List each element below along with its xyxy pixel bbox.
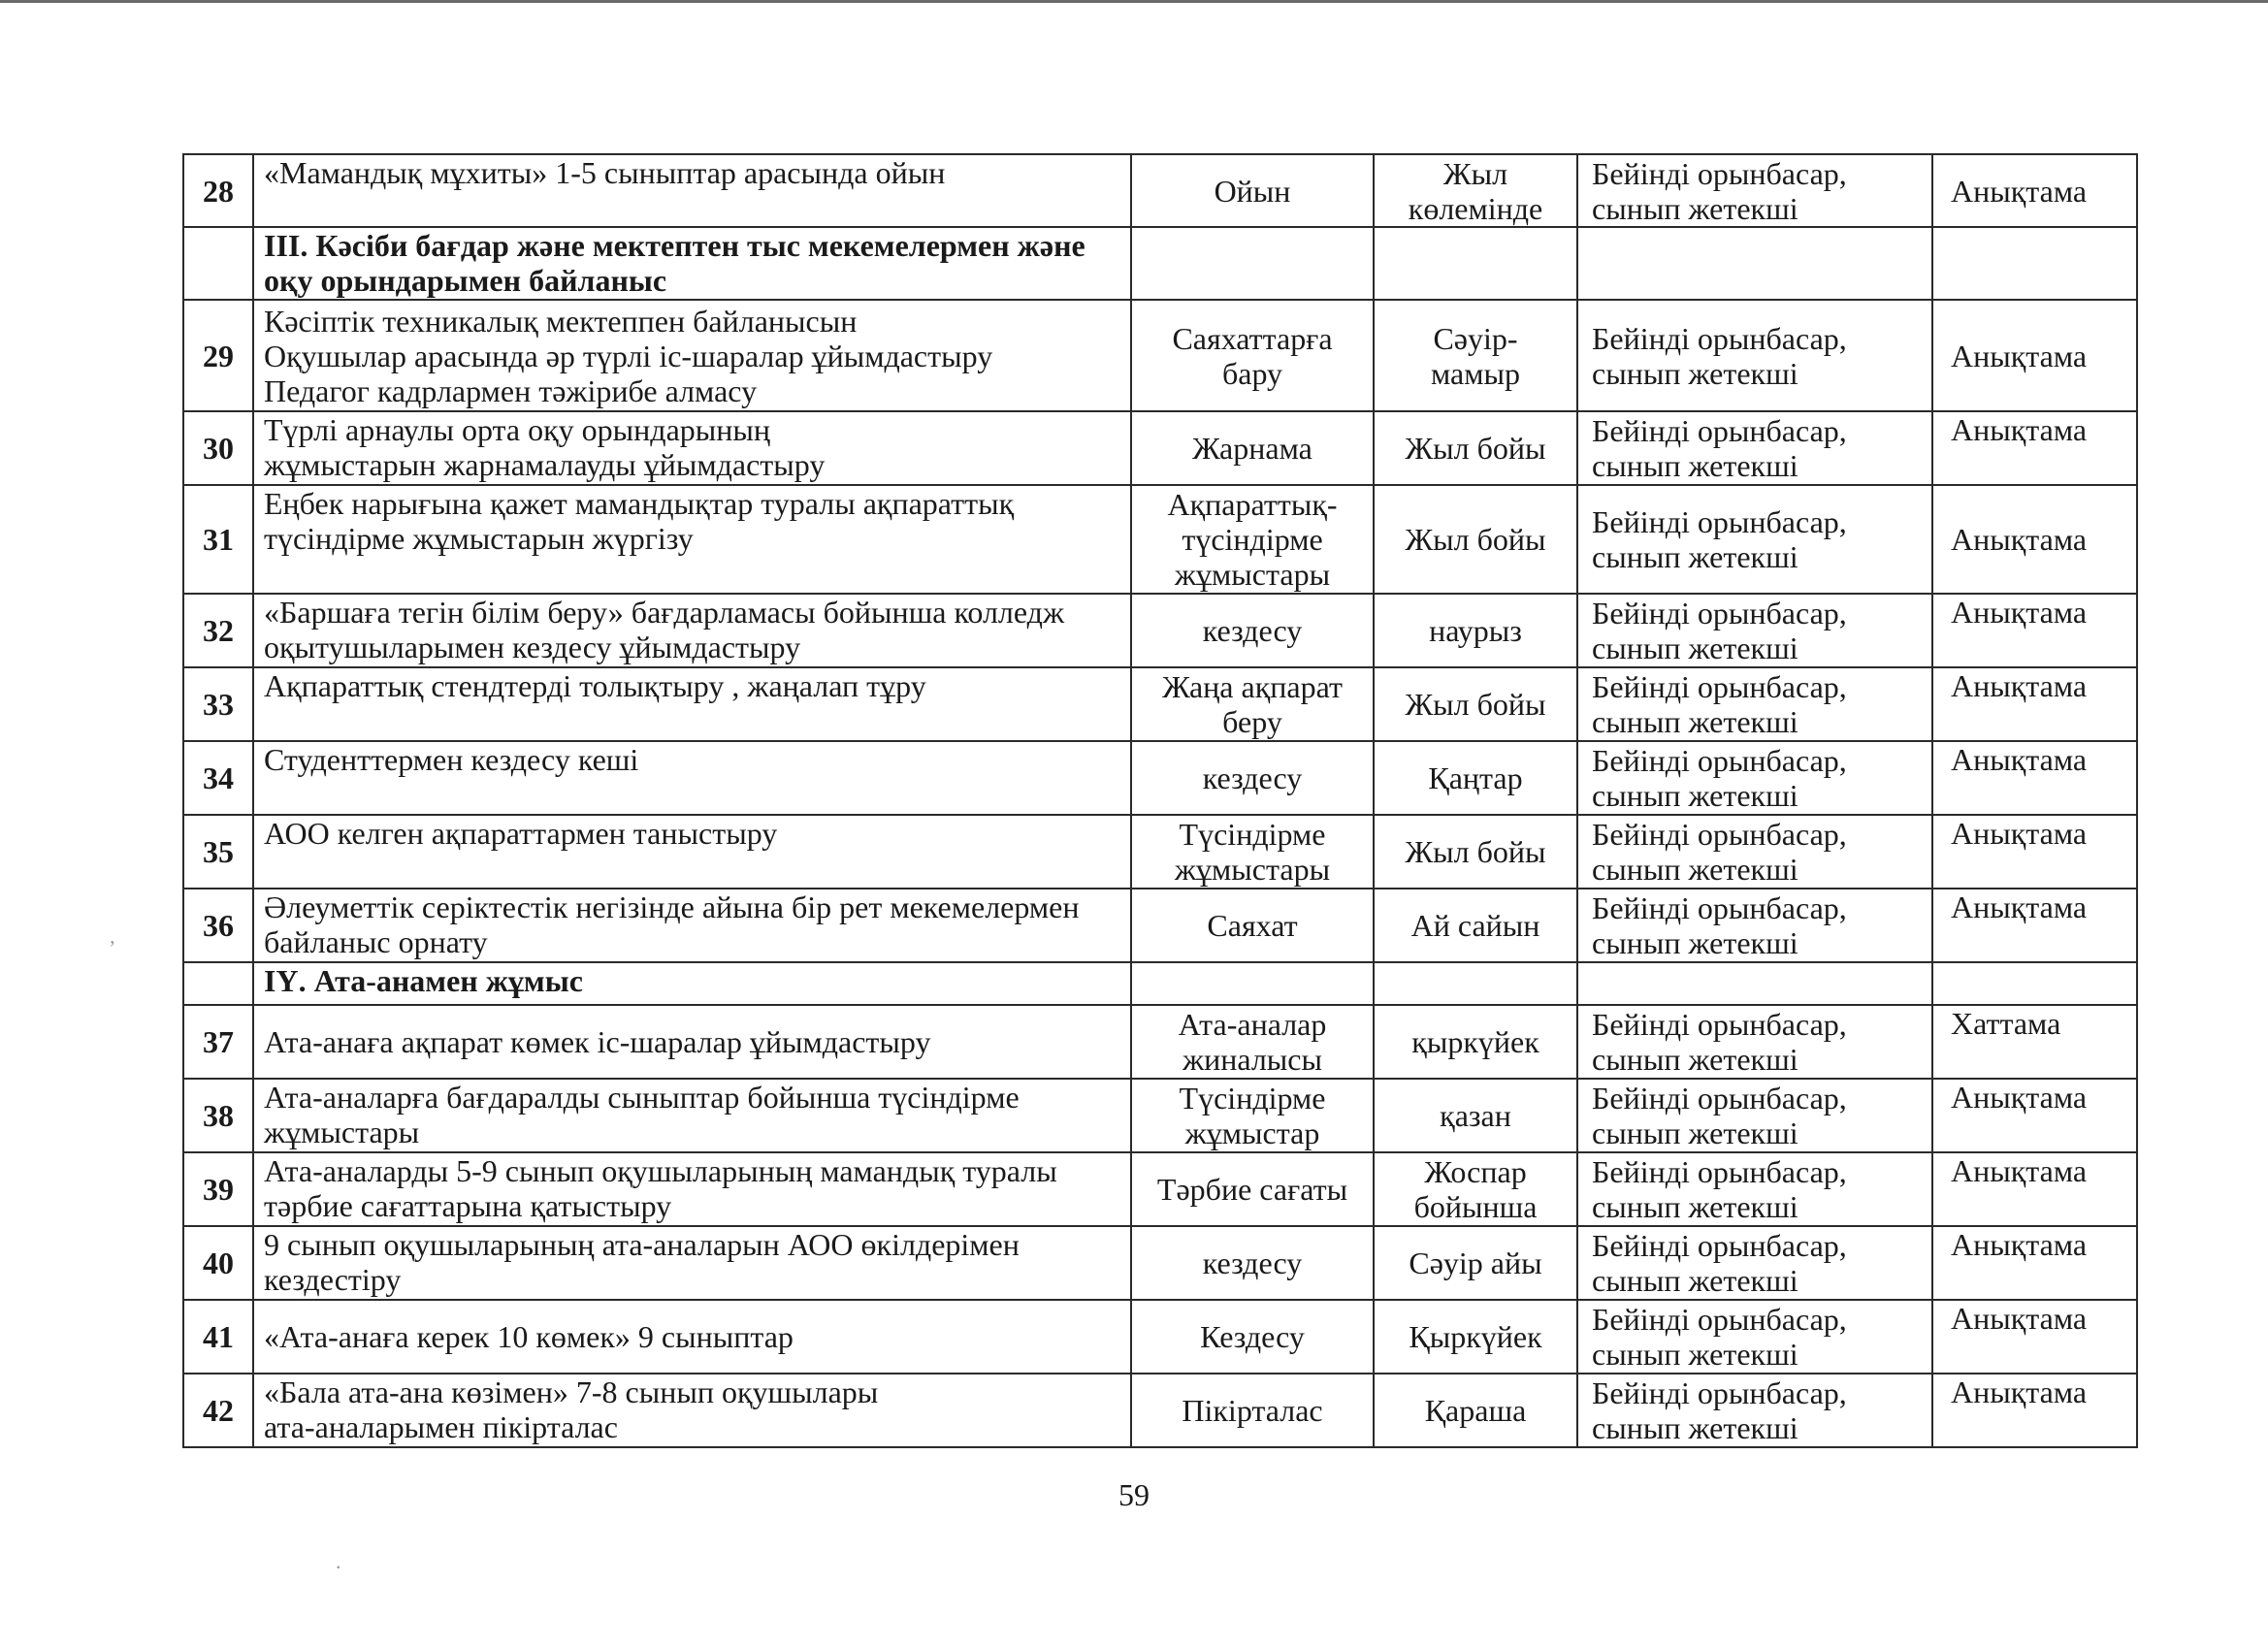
responsible-line: Бейінді орынбасар,	[1592, 596, 1847, 630]
activity-form	[1131, 300, 1374, 411]
table-row	[183, 300, 2137, 411]
report-document: Анықтама	[1932, 1226, 2137, 1300]
activity-plan-table	[182, 153, 2138, 1448]
report-document: Анықтама	[1932, 741, 2137, 815]
activity-form	[1131, 1374, 1374, 1447]
activity-form-line: Ойын	[1214, 173, 1291, 209]
activity-title-line: 9 сынып оқушыларының ата-аналарын АОО өкілдерімен	[264, 1227, 1020, 1262]
activity-title-line: тәрбие сағаттарына қатыстыру	[264, 1188, 672, 1223]
report-document: Анықтама	[1932, 485, 2137, 594]
responsible	[1577, 1374, 1932, 1447]
activity-title-line: кездестіру	[264, 1262, 402, 1297]
table-row	[183, 1152, 2137, 1226]
responsible	[1577, 485, 1932, 594]
activity-time-line: мамыр	[1431, 355, 1520, 391]
row-number: 40	[183, 1226, 253, 1300]
row-number: 35	[183, 815, 253, 889]
activity-time	[1374, 1226, 1577, 1300]
activity-form-line: кездесу	[1202, 1245, 1303, 1280]
responsible-line: Бейінді орынбасар,	[1592, 155, 1847, 191]
report-document: Анықтама	[1932, 594, 2137, 667]
responsible-line: Бейінді орынбасар,	[1592, 1302, 1847, 1337]
row-number	[183, 227, 253, 300]
table-row	[183, 1005, 2137, 1079]
report-document: Анықтама	[1932, 815, 2137, 889]
scan-speck: .	[336, 1549, 341, 1573]
row-number	[183, 962, 253, 1005]
activity-form	[1131, 889, 1374, 962]
activity-form-line: жұмыстар	[1184, 1116, 1320, 1150]
row-number: 38	[183, 1079, 253, 1152]
row-number: 30	[183, 411, 253, 485]
section-header-row	[183, 227, 2137, 300]
table-row	[183, 411, 2137, 485]
activity-time	[1374, 667, 1577, 741]
activity-title	[253, 1226, 1131, 1300]
activity-title	[253, 741, 1131, 815]
row-number: 28	[183, 154, 253, 227]
activity-time-line: Сәуір айы	[1409, 1245, 1542, 1280]
table-row	[183, 815, 2137, 889]
responsible-line: сынып жетекші	[1592, 1189, 1798, 1224]
activity-title-line: «Бала ата-ана көзімен» 7-8 сынып оқушылары	[264, 1374, 879, 1409]
responsible-line: сынып жетекші	[1592, 1410, 1798, 1445]
page-number: 59	[1118, 1477, 1150, 1512]
activity-time	[1374, 1300, 1577, 1374]
responsible-line: сынып жетекші	[1592, 1042, 1798, 1077]
activity-time-line: Жоспар	[1424, 1154, 1527, 1189]
table-row	[183, 1300, 2137, 1374]
responsible-line: Бейінді орынбасар,	[1592, 320, 1847, 356]
activity-form-line: Саяхат	[1207, 908, 1298, 943]
responsible-line: сынып жетекші	[1592, 925, 1798, 960]
empty-cell	[1932, 227, 2137, 300]
activity-form	[1131, 1005, 1374, 1079]
activity-form-line: Ата-аналар	[1178, 1007, 1327, 1042]
activity-title	[253, 154, 1131, 227]
activity-time-line: Жыл бойы	[1405, 522, 1546, 557]
activity-time	[1374, 1152, 1577, 1226]
activity-form	[1131, 1300, 1374, 1374]
responsible	[1577, 815, 1932, 889]
activity-form-line: бару	[1221, 355, 1283, 391]
activity-title-line: Ата-анаға ақпарат көмек іс-шаралар ұйымдастыру	[264, 1024, 931, 1059]
activity-form	[1131, 154, 1374, 227]
table-row	[183, 594, 2137, 667]
activity-time	[1374, 300, 1577, 411]
activity-form-line: беру	[1222, 704, 1282, 739]
responsible-line: сынып жетекші	[1592, 190, 1798, 226]
activity-form	[1131, 1226, 1374, 1300]
responsible-line: сынып жетекші	[1592, 1263, 1798, 1298]
activity-title-line: АОО келген ақпараттармен таныстыру	[264, 816, 778, 851]
row-number: 36	[183, 889, 253, 962]
activity-form	[1131, 1152, 1374, 1226]
activity-title-line: Еңбек нарығына қажет мамандықтар туралы ақпараттық	[264, 486, 1015, 521]
activity-form-line: Түсіндірме	[1179, 1081, 1326, 1116]
responsible	[1577, 667, 1932, 741]
responsible-line: Бейінді орынбасар,	[1592, 1081, 1847, 1116]
activity-title	[253, 1374, 1131, 1447]
scan-speck: ʼ	[109, 936, 116, 960]
activity-form-line: Саяхаттарға	[1172, 320, 1333, 356]
report-document: Анықтама	[1932, 667, 2137, 741]
activity-form-line: Түсіндірме	[1179, 817, 1326, 852]
activity-title-line: Түрлі арнаулы орта оқу орындарының	[264, 412, 771, 447]
table-row	[183, 667, 2137, 741]
responsible	[1577, 741, 1932, 815]
activity-form-line: жиналысы	[1182, 1042, 1322, 1077]
report-document: Анықтама	[1932, 1079, 2137, 1152]
section-title	[253, 227, 1131, 300]
activity-form-line: кездесу	[1202, 613, 1303, 648]
responsible-line: сынып жетекші	[1592, 852, 1798, 887]
responsible-line: Бейінді орынбасар,	[1592, 1375, 1847, 1410]
responsible-line: Бейінді орынбасар,	[1592, 669, 1847, 704]
activity-time-line: көлемінде	[1408, 190, 1543, 226]
activity-form-line: түсіндірме	[1182, 522, 1323, 557]
activity-time-line: Сәуір-	[1433, 320, 1518, 356]
activity-title-line: Ата-аналарға бағдаралды сыныптар бойынша түсіндірме	[264, 1080, 1020, 1115]
activity-title-line: Ата-аналарды 5-9 сынып оқушыларының мамандық туралы	[264, 1153, 1057, 1188]
activity-time	[1374, 889, 1577, 962]
responsible	[1577, 1226, 1932, 1300]
activity-time-line: қазан	[1440, 1098, 1511, 1133]
responsible-line: Бейінді орынбасар,	[1592, 1228, 1847, 1263]
activity-time-line: наурыз	[1429, 613, 1522, 648]
table-row	[183, 1226, 2137, 1300]
activity-time	[1374, 741, 1577, 815]
section-title-line: ІҮ. Ата-анамен жұмыс	[264, 963, 583, 998]
activity-form	[1131, 667, 1374, 741]
activity-time	[1374, 154, 1577, 227]
activity-title-line: түсіндірме жұмыстарын жүргізу	[264, 521, 694, 556]
activity-form-line: Кездесу	[1200, 1319, 1305, 1354]
activity-time	[1374, 1374, 1577, 1447]
activity-form-line: кездесу	[1202, 760, 1303, 795]
activity-time	[1374, 1079, 1577, 1152]
empty-cell	[1932, 962, 2137, 1005]
report-document: Анықтама	[1932, 1152, 2137, 1226]
activity-title	[253, 1005, 1131, 1079]
report-document: Анықтама	[1932, 889, 2137, 962]
table-row	[183, 154, 2137, 227]
row-number: 42	[183, 1374, 253, 1447]
activity-time-line: бойынша	[1413, 1189, 1538, 1224]
responsible-line: Бейінді орынбасар,	[1592, 413, 1847, 448]
activity-title-line: Әлеуметтік серіктестік негізінде айына бір рет мекемелермен	[264, 889, 1080, 924]
responsible	[1577, 300, 1932, 411]
activity-title-line: Кәсіптік техникалық мектеппен байланысын	[264, 303, 858, 339]
section-title-line: оқу орындарымен байланыс	[264, 263, 667, 298]
activity-time-line: Қыркүйек	[1409, 1319, 1542, 1354]
responsible-line: Бейінді орынбасар,	[1592, 890, 1847, 925]
activity-form-line: Тәрбие сағаты	[1156, 1172, 1348, 1207]
activity-form-line: Жарнама	[1192, 431, 1312, 466]
activity-form-line: Ақпараттық-	[1167, 487, 1338, 522]
report-document: Анықтама	[1932, 411, 2137, 485]
activity-title-line: «Мамандық мұхиты» 1-5 сыныптар арасында ойын	[264, 155, 946, 190]
row-number: 41	[183, 1300, 253, 1374]
table-row	[183, 889, 2137, 962]
activity-form-line: Пікірталас	[1182, 1393, 1323, 1428]
activity-form-line: жұмыстары	[1174, 557, 1331, 592]
activity-title-line: жұмыстары	[264, 1115, 420, 1149]
activity-time-line: Жыл бойы	[1405, 687, 1546, 722]
activity-title-line: байланыс орнату	[264, 924, 488, 959]
responsible-line: сынып жетекші	[1592, 778, 1798, 813]
report-document: Анықтама	[1932, 1374, 2137, 1447]
activity-form	[1131, 741, 1374, 815]
empty-cell	[1131, 227, 1374, 300]
activity-title-line: оқытушыларымен кездесу ұйымдастыру	[264, 630, 801, 664]
activity-title	[253, 889, 1131, 962]
row-number: 31	[183, 485, 253, 594]
activity-title-line: жұмыстарын жарнамалауды ұйымдастыру	[264, 447, 826, 482]
activity-title	[253, 594, 1131, 667]
activity-title	[253, 411, 1131, 485]
responsible	[1577, 411, 1932, 485]
activity-title	[253, 1079, 1131, 1152]
responsible-line: сынып жетекші	[1592, 539, 1798, 574]
empty-cell	[1577, 227, 1932, 300]
table-row	[183, 741, 2137, 815]
responsible	[1577, 1079, 1932, 1152]
row-number: 32	[183, 594, 253, 667]
empty-cell	[1131, 962, 1374, 1005]
responsible-line: Бейінді орынбасар,	[1592, 743, 1847, 778]
row-number: 34	[183, 741, 253, 815]
activity-time-line: Жыл бойы	[1405, 431, 1546, 466]
activity-title	[253, 1300, 1131, 1374]
activity-time-line: Қаңтар	[1428, 760, 1523, 795]
empty-cell	[1374, 962, 1577, 1005]
row-number: 39	[183, 1152, 253, 1226]
responsible-line: Бейінді орынбасар,	[1592, 817, 1847, 852]
responsible	[1577, 889, 1932, 962]
responsible-line: сынып жетекші	[1592, 1337, 1798, 1372]
activity-time	[1374, 594, 1577, 667]
section-header-row	[183, 962, 2137, 1005]
row-number: 33	[183, 667, 253, 741]
report-document: Анықтама	[1932, 1300, 2137, 1374]
activity-title-line: Оқушылар арасында әр түрлі іс-шаралар ұйымдастыру	[264, 338, 993, 373]
activity-form-line: жұмыстары	[1174, 852, 1331, 887]
table-row	[183, 1374, 2137, 1447]
activity-time-line: Қараша	[1424, 1393, 1527, 1428]
activity-time	[1374, 1005, 1577, 1079]
activity-time	[1374, 411, 1577, 485]
activity-title	[253, 667, 1131, 741]
report-document: Анықтама	[1932, 300, 2137, 411]
activity-title-line: Педагог кадрлармен тәжірибе алмасу	[264, 372, 758, 408]
responsible-line: сынып жетекші	[1592, 1116, 1798, 1150]
responsible	[1577, 1300, 1932, 1374]
activity-title-line: Студенттермен кездесу кеші	[264, 742, 639, 777]
empty-cell	[1374, 227, 1577, 300]
row-number: 37	[183, 1005, 253, 1079]
activity-time-line: Жыл	[1442, 155, 1508, 191]
activity-title-line: «Ата-анаға керек 10 көмек» 9 сыныптар	[264, 1319, 794, 1354]
row-number: 29	[183, 300, 253, 411]
activity-time	[1374, 815, 1577, 889]
section-title-line: ІІІ. Кәсіби бағдар және мектептен тыс мекемелермен және	[264, 228, 1085, 263]
responsible	[1577, 594, 1932, 667]
responsible	[1577, 1152, 1932, 1226]
activity-time-line: Ай сайын	[1410, 908, 1540, 943]
activity-title	[253, 485, 1131, 594]
responsible-line: Бейінді орынбасар,	[1592, 1007, 1847, 1042]
activity-time	[1374, 485, 1577, 594]
table-body	[183, 154, 2137, 1447]
table-row	[183, 485, 2137, 594]
scan-top-edge	[0, 0, 2268, 3]
section-title	[253, 962, 1131, 1005]
responsible-line: Бейінді орынбасар,	[1592, 1154, 1847, 1189]
activity-title	[253, 300, 1131, 411]
responsible	[1577, 154, 1932, 227]
activity-form	[1131, 1079, 1374, 1152]
responsible-line: сынып жетекші	[1592, 630, 1798, 665]
activity-title-line: «Баршаға тегін білім беру» бағдарламасы бойынша колледж	[264, 595, 1065, 630]
responsible-line: сынып жетекші	[1592, 704, 1798, 739]
activity-form	[1131, 815, 1374, 889]
activity-title-line: Ақпараттық стендтерді толықтыру , жаңалап тұру	[264, 668, 926, 703]
activity-form-line: Жаңа ақпарат	[1162, 669, 1343, 704]
empty-cell	[1577, 962, 1932, 1005]
report-document: Анықтама	[1932, 154, 2137, 227]
responsible-line: сынып жетекші	[1592, 448, 1798, 483]
activity-form	[1131, 485, 1374, 594]
activity-form	[1131, 411, 1374, 485]
activity-title-line: ата-аналарымен пікірталас	[264, 1409, 618, 1444]
report-document: Хаттама	[1932, 1005, 2137, 1079]
activity-title	[253, 815, 1131, 889]
activity-time-line: Жыл бойы	[1405, 834, 1546, 869]
responsible	[1577, 1005, 1932, 1079]
table-row	[183, 1079, 2137, 1152]
activity-title	[253, 1152, 1131, 1226]
responsible-line: Бейінді орынбасар,	[1592, 504, 1847, 539]
responsible-line: сынып жетекші	[1592, 355, 1798, 391]
activity-time-line: қыркүйек	[1411, 1024, 1539, 1059]
activity-form	[1131, 594, 1374, 667]
